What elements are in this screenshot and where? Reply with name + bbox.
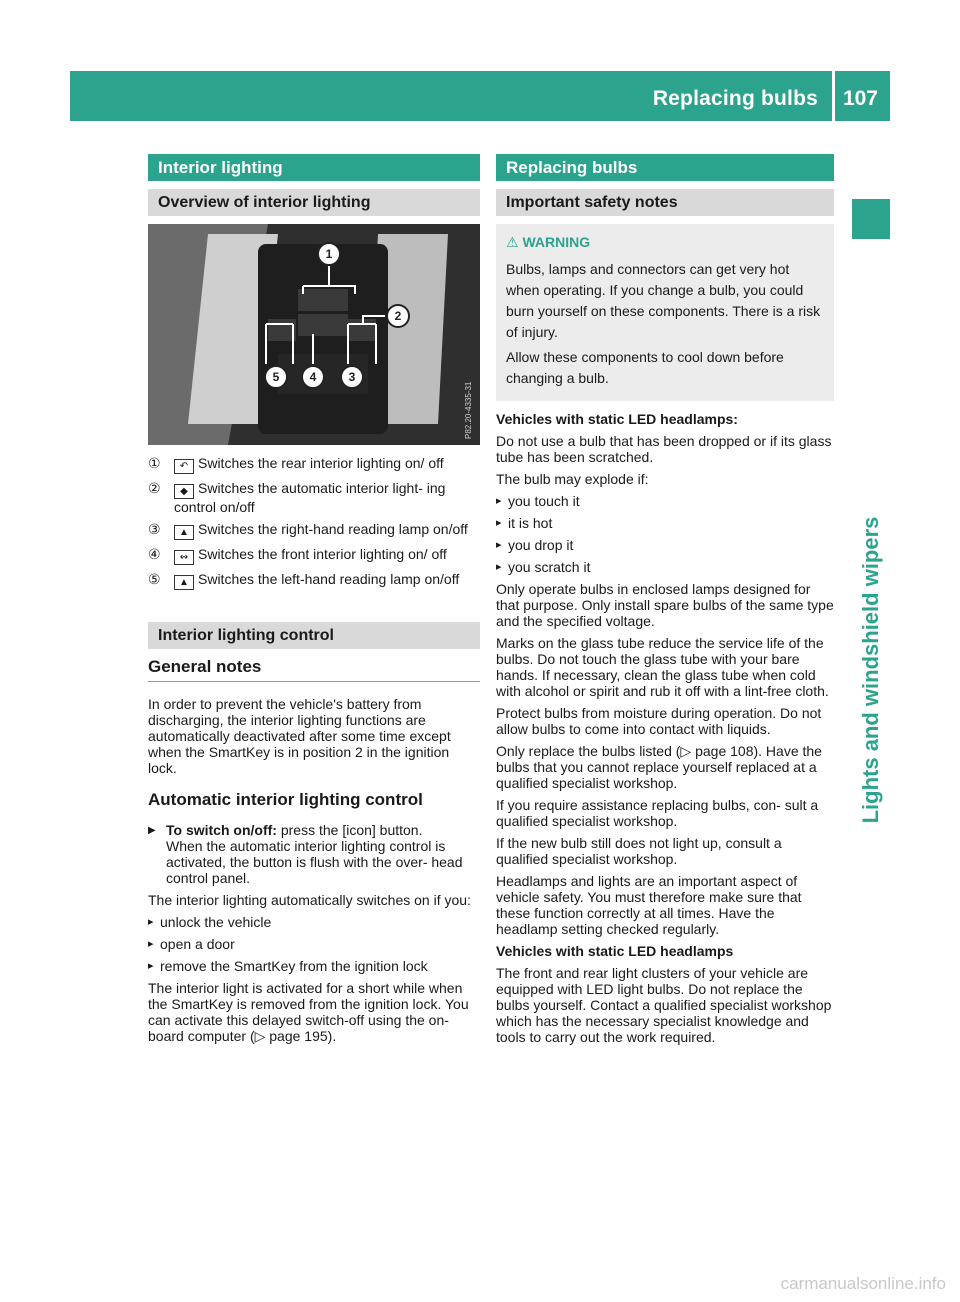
list-item: ▸ unlock the vehicle — [148, 914, 480, 930]
list-item: ▸ you drop it — [496, 537, 834, 553]
list-item: ▸ open a door — [148, 936, 480, 952]
header-bar — [70, 71, 890, 121]
legend-number: ③ — [148, 521, 161, 537]
svg-text:3: 3 — [348, 370, 356, 384]
warning-triangle-icon: ⚠ — [506, 234, 519, 250]
right-column — [496, 154, 834, 1051]
legend-number: ⑤ — [148, 571, 161, 587]
heading-automatic-control: Automatic interior lighting control — [148, 790, 423, 809]
paragraph: Headlamps and lights are an important aspect of vehicle safety. You must therefore make sure that these function correctly at all times. Have the headlamp setting checked regularly. — [496, 873, 802, 937]
left-column — [148, 154, 480, 1050]
step-detail: When the automatic interior lighting control is activated, the button is flush with the over- head control panel. — [166, 838, 463, 886]
legend-item — [148, 480, 480, 515]
list-item: ▸ remove the SmartKey from the ignition lock — [148, 958, 480, 974]
paragraph: Marks on the glass tube reduce the service life of the bulbs. Do not touch the glass tube with your bare hands. If necessary, clean the glass tube when cold with alcohol or spirit and rub it off with a lint-free cloth. — [496, 635, 829, 699]
paragraph: Only operate bulbs in enclosed lamps designed for that purpose. Only install spare bulbs of the same type and the specified voltage. — [496, 581, 834, 629]
paragraph: Only replace the bulbs listed (▷ page 108). Have the bulbs that you cannot replace yourself replaced at a qualified specialist workshop. — [496, 743, 822, 791]
side-tab-marker — [852, 199, 890, 239]
legend-list — [148, 455, 480, 590]
led-heading: Vehicles with static LED headlamps: — [496, 411, 738, 427]
reading-lamp-icon: ▲ — [174, 525, 194, 540]
legend-text: Switches the automatic interior light- ing control on/off — [174, 480, 446, 515]
rear-light-icon: ↶ — [174, 459, 194, 474]
paragraph: Do not use a bulb that has been dropped or if its glass tube has been scratched. — [496, 433, 832, 465]
legend-text: Switches the front interior lighting on/ off — [198, 546, 447, 562]
subsection-title-overview: Overview of interior lighting — [148, 189, 480, 216]
section-title-interior-lighting: Interior lighting — [148, 154, 480, 181]
warning-text: Allow these components to cool down before changing a bulb. — [506, 349, 784, 386]
warning-box — [496, 224, 834, 401]
front-light-icon: ↭ — [174, 550, 194, 565]
instruction-step — [148, 822, 480, 886]
paragraph: If the new bulb still does not light up, consult a qualified specialist workshop. — [496, 835, 782, 867]
legend-number: ① — [148, 455, 161, 471]
legend-number: ④ — [148, 546, 161, 562]
photo-code: P82.20-4335-31 — [464, 381, 473, 439]
general-notes-text: In order to prevent the vehicle's battery from discharging, the interior lighting functions are automatically deactivated after some time except when the SmartKey is in position 2 in the ignition lock. — [148, 696, 451, 776]
step-text: press the [icon] button. — [280, 822, 423, 838]
legend-item — [148, 455, 480, 474]
led-heading: Vehicles with static LED headlamps — [496, 943, 734, 959]
subsection-title-control: Interior lighting control — [148, 622, 480, 649]
svg-text:2: 2 — [394, 309, 402, 323]
legend-text: Switches the rear interior lighting on/ off — [198, 455, 444, 471]
list-item: ▸ you scratch it — [496, 559, 834, 575]
page-header-title: Replacing bulbs — [652, 87, 818, 110]
side-tab-label: Lights and windshield wipers — [858, 516, 883, 824]
svg-text:4: 4 — [309, 370, 317, 384]
section-title-replacing-bulbs: Replacing bulbs — [496, 154, 834, 181]
paragraph: If you require assistance replacing bulbs, con- sult a qualified specialist workshop. — [496, 797, 819, 829]
auto-closing-text: The interior light is activated for a short while when the SmartKey is removed from the ignition lock. You can activate this delayed switch-off using the on-board computer (▷ page 195). — [148, 980, 469, 1044]
legend-number: ② — [148, 480, 161, 496]
paragraph: The bulb may explode if: — [496, 471, 649, 487]
legend-item — [148, 521, 480, 540]
legend-text: Switches the left-hand reading lamp on/off — [198, 571, 460, 587]
warning-title: WARNING — [522, 234, 591, 250]
warning-text: Bulbs, lamps and connectors can get very hot when operating. If you change a bulb, you could burn yourself on these components. There is a risk of injury. — [506, 261, 821, 340]
warning-heading — [506, 234, 824, 251]
header-separator — [832, 71, 835, 121]
svg-text:1: 1 — [325, 247, 333, 261]
overhead-control-panel-photo — [148, 224, 480, 445]
legend-text: Switches the right-hand reading lamp on/off — [198, 521, 468, 537]
footer-watermark: carmanualsonline.info — [780, 1274, 946, 1293]
control-panel-illustration — [148, 224, 480, 445]
list-item: ▸ you touch it — [496, 493, 834, 509]
subsection-title-safety: Important safety notes — [496, 189, 834, 216]
list-item: ▸ it is hot — [496, 515, 834, 531]
legend-item — [148, 571, 480, 590]
legend-item — [148, 546, 480, 565]
paragraph: Protect bulbs from moisture during operation. Do not allow bulbs to come into contact with liquids. — [496, 705, 822, 737]
auto-intro: The interior lighting automatically switches on if you: — [148, 892, 471, 908]
step-label: To switch on/off: — [166, 822, 277, 838]
paragraph: The front and rear light clusters of your vehicle are equipped with LED light bulbs. Do not replace the bulbs yourself. Contact a qualified specialist workshop which has the necessary specialist knowledge and tools to carry out the work required. — [496, 965, 832, 1045]
page-number: 107 — [842, 87, 878, 110]
svg-text:5: 5 — [272, 370, 280, 384]
auto-light-icon: ◆ — [174, 484, 194, 499]
reading-lamp-icon: ▲ — [174, 575, 194, 590]
heading-general-notes: General notes — [148, 657, 480, 682]
